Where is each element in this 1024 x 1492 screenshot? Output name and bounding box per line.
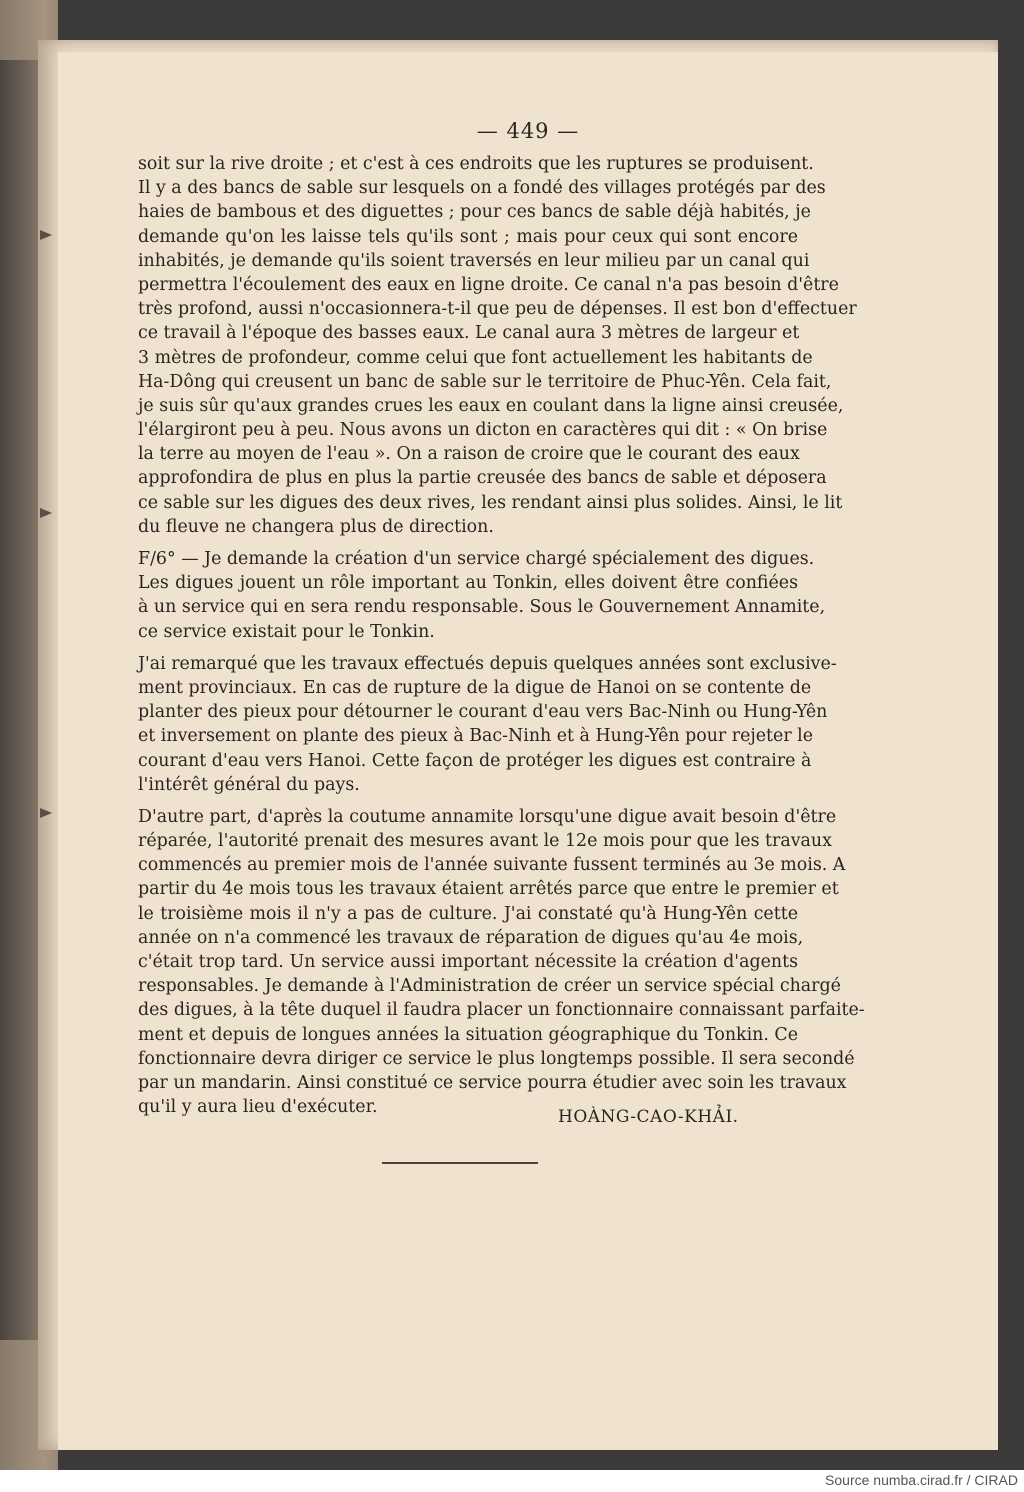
text-line: très profond, aussi n'occasionnera-t-il que peu de dépenses. Il est bon d'effectuer — [138, 299, 857, 320]
source-caption: Source numba.cirad.fr / CIRAD — [825, 1472, 1018, 1488]
margin-mark-icon — [40, 230, 52, 240]
text-line: c'était trop tard. Un service aussi important nécessite la création d'agents — [138, 952, 798, 972]
text-line: inhabités, je demande qu'ils soient traversés en leur milieu par un canal qui — [138, 250, 810, 271]
text-line: et inversement on plante des pieux à Bac-Ninh et à Hung-Yên pour rejeter le — [138, 726, 814, 747]
text-line: ment provinciaux. En cas de rupture de la digue de Hanoi on se contente de — [138, 677, 812, 698]
text-line: la terre au moyen de l'eau ». On a raison de croire que le courant des eaux — [138, 444, 800, 465]
text-line: haies de bambous et des diguettes ; pour ces bancs de sable déjà habités, je — [138, 202, 811, 223]
text-line: D'autre part, d'après la coutume annamite lorsqu'une digue avait besoin d'être — [138, 806, 837, 827]
text-line: soit sur la rive droite ; et c'est à ces endroits que les ruptures se produisent. — [138, 154, 814, 174]
text-line: l'élargiront peu à peu. Nous avons un dicton en caractères qui dit : « On brise — [138, 420, 828, 441]
text-line: l'intérêt général du pays. — [138, 774, 360, 795]
text-line: responsables. Je demande à l'Administration de créer un service spécial chargé — [138, 976, 841, 997]
text-line: des digues, à la tête duquel il faudra placer un fonctionnaire connaissant parfaite- — [138, 1000, 865, 1021]
text-line: ment et depuis de longues années la situation géographique du Tonkin. Ce — [138, 1024, 798, 1045]
paragraph-gap — [138, 539, 798, 547]
text-line: 3 mètres de profondeur, comme celui que font actuellement les habitants de — [138, 347, 813, 368]
text-line: courant d'eau vers Hanoi. Cette façon de protéger les digues est contraire à — [138, 750, 812, 771]
text-line: ce service existait pour le Tonkin. — [138, 621, 435, 642]
text-line: commencés au premier mois de l'année suivante fussent terminés au 3e mois. A — [138, 855, 846, 876]
signature: HOÀNG-CAO-KHẢI. — [558, 1107, 739, 1127]
text-line: fonctionnaire devra diriger ce service le plus longtemps possible. Il sera secondé — [138, 1048, 855, 1069]
text-line: réparée, l'autorité prenait des mesures avant le 12e mois pour que les travaux — [138, 831, 832, 852]
margin-mark-icon — [40, 508, 52, 518]
paragraph-gap — [138, 797, 798, 805]
document-page — [58, 52, 998, 1450]
closing-rule — [382, 1162, 538, 1164]
text-line: Il y a des bancs de sable sur lesquels on a fondé des villages protégés par des — [138, 178, 826, 199]
page-number: — 449 — — [476, 119, 580, 143]
text-line: F/6° — Je demande la création d'un service chargé spécialement des digues. — [138, 549, 815, 569]
text-line: qu'il y aura lieu d'exécuter. — [138, 1097, 378, 1118]
text-line: Les digues jouent un rôle important au Tonkin, elles doivent être confiées — [138, 573, 798, 594]
text-line: le troisième mois il n'y a pas de culture. J'ai constaté qu'à Hung-Yên cette — [138, 903, 798, 924]
text-line: partir du 4e mois tous les travaux étaient arrêtés parce que entre le premier et — [138, 879, 839, 900]
text-line: ce travail à l'époque des basses eaux. Le canal aura 3 mètres de largeur et — [138, 323, 800, 344]
text-line: à un service qui en sera rendu responsable. Sous le Gouvernement Annamite, — [138, 597, 826, 618]
text-line: je suis sûr qu'aux grandes crues les eaux en coulant dans la ligne ainsi creusée, — [138, 395, 844, 416]
paragraph-gap — [138, 644, 798, 652]
margin-mark-icon — [40, 808, 52, 818]
text-line: ce sable sur les digues des deux rives, les rendant ainsi plus solides. Ainsi, le lit — [138, 492, 843, 513]
text-line: permettra l'écoulement des eaux en ligne droite. Ce canal n'a pas besoin d'être — [138, 274, 839, 295]
text-line: par un mandarin. Ainsi constitué ce service pourra étudier avec soin les travaux — [138, 1072, 847, 1093]
text-line: approfondira de plus en plus la partie creusée des bancs de sable et déposera — [138, 468, 827, 489]
text-line: J'ai remarqué que les travaux effectués depuis quelques années sont exclusive- — [138, 653, 837, 674]
text-line: planter des pieux pour détourner le courant d'eau vers Bac-Ninh ou Hung-Yên — [138, 702, 828, 723]
text-line: Ha-Dông qui creusent un banc de sable sur le territoire de Phuc-Yên. Cela fait, — [138, 371, 832, 392]
text-line: du fleuve ne changera plus de direction. — [138, 516, 494, 537]
text-line: année on n'a commencé les travaux de réparation de digues qu'au 4e mois, — [138, 927, 804, 948]
page-body — [138, 152, 865, 1119]
text-line: demande qu'on les laisse tels qu'ils sont ; mais pour ceux qui sont encore — [138, 226, 798, 247]
